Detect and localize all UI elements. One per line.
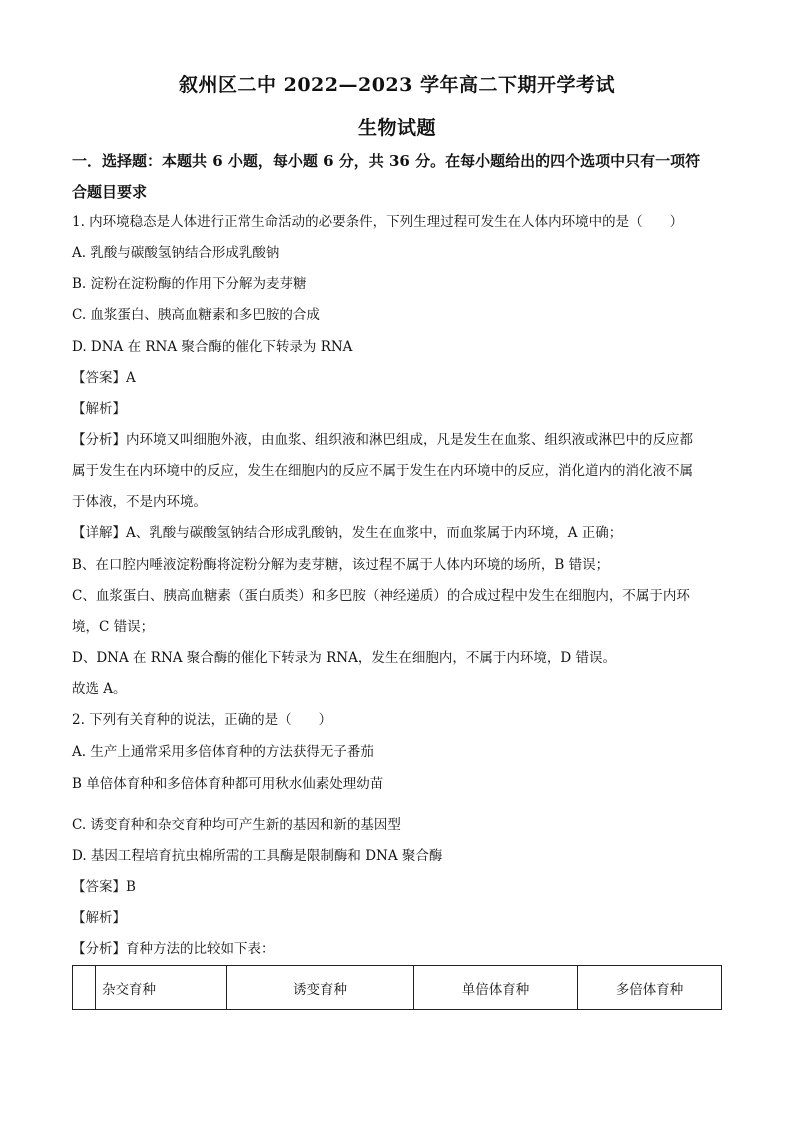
q2-option-c: C. 诱变育种和杂交育种均可产生新的基因和新的基因型: [72, 817, 401, 833]
section-heading-line1: 一．选择题：本题共 6 小题，每小题 6 分，共 36 分。在每小题给出的四个选项中只有一项符: [72, 152, 701, 170]
q2-analysis-intro: 【分析】育种方法的比较如下表：: [72, 941, 275, 957]
q2-stem: 2. 下列有关育种的说法，正确的是（ ）: [72, 712, 333, 728]
q2-option-b: B 单倍体育种和多倍体育种都可用秋水仙素处理幼苗: [72, 776, 384, 792]
q1-analysis-line: 【分析】内环境又叫细胞外液，由血浆、组织液和淋巴组成，凡是发生在血浆、组织液或淋巴中的反应都: [72, 432, 693, 448]
q2-option-a: A. 生产上通常采用多倍体育种的方法获得无子番茄: [72, 744, 374, 760]
q1-option-d: D. DNA 在 RNA 聚合酶的催化下转录为 RNA: [72, 339, 353, 355]
exam-title: 叙州区二中 2022—2023 学年高二下期开学考试: [179, 74, 615, 96]
q1-detail-line: B、在口腔内唾液淀粉酶将淀粉分解为麦芽糖，该过程不属于人体内环境的场所，B 错误；: [72, 557, 610, 573]
q1-option-c: C. 血浆蛋白、胰高血糖素和多巴胺的合成: [72, 307, 320, 323]
q1-detail-line: 【详解】A、乳酸与碳酸氢钠结合形成乳酸钠，发生在血浆中，而血浆属于内环境，A 正确；: [72, 525, 623, 541]
subject-title: 生物试题: [357, 117, 436, 139]
table-header-cell: 杂交育种: [96, 966, 227, 1010]
breeding-comparison-table: [72, 965, 722, 1010]
table-header-cell: [73, 966, 96, 1010]
q2-analysis-label: 【解析】: [72, 910, 126, 926]
q1-option-b: B. 淀粉在淀粉酶的作用下分解为麦芽糖: [72, 276, 307, 292]
q1-answer: 【答案】A: [72, 370, 136, 386]
q1-stem: 1. 内环境稳态是人体进行正常生命活动的必要条件，下列生理过程可发生在人体内环境中的是（ ）: [72, 214, 684, 230]
q2-answer: 【答案】B: [72, 879, 136, 895]
q1-detail-line: C、血浆蛋白、胰高血糖素（蛋白质类）和多巴胺（神经递质）的合成过程中发生在细胞内，不属于内环: [72, 588, 690, 604]
q1-conclusion: 故选 A。: [72, 681, 127, 697]
table-header-cell: 单倍体育种: [414, 966, 578, 1010]
q1-option-a: A. 乳酸与碳酸氢钠结合形成乳酸钠: [72, 245, 280, 261]
section-heading-line2: 合题目要求: [72, 183, 148, 201]
q1-detail-line: D、DNA 在 RNA 聚合酶的催化下转录为 RNA，发生在细胞内，不属于内环境，D 错误。: [72, 650, 616, 666]
q2-option-d: D. 基因工程培育抗虫棉所需的工具酶是限制酶和 DNA 聚合酶: [72, 848, 443, 864]
q1-analysis-line: 属于发生在内环境中的反应，发生在细胞内的反应不属于发生在内环境中的反应，消化道内的消化液不属: [72, 463, 693, 479]
table-header-row: [73, 966, 722, 1010]
table-header-cell: 多倍体育种: [578, 966, 722, 1010]
table-header-cell: 诱变育种: [227, 966, 414, 1010]
q1-detail-line: 境，C 错误；: [72, 619, 155, 635]
q1-analysis-label: 【解析】: [72, 401, 126, 417]
q1-analysis-line: 于体液，不是内环境。: [72, 494, 207, 510]
